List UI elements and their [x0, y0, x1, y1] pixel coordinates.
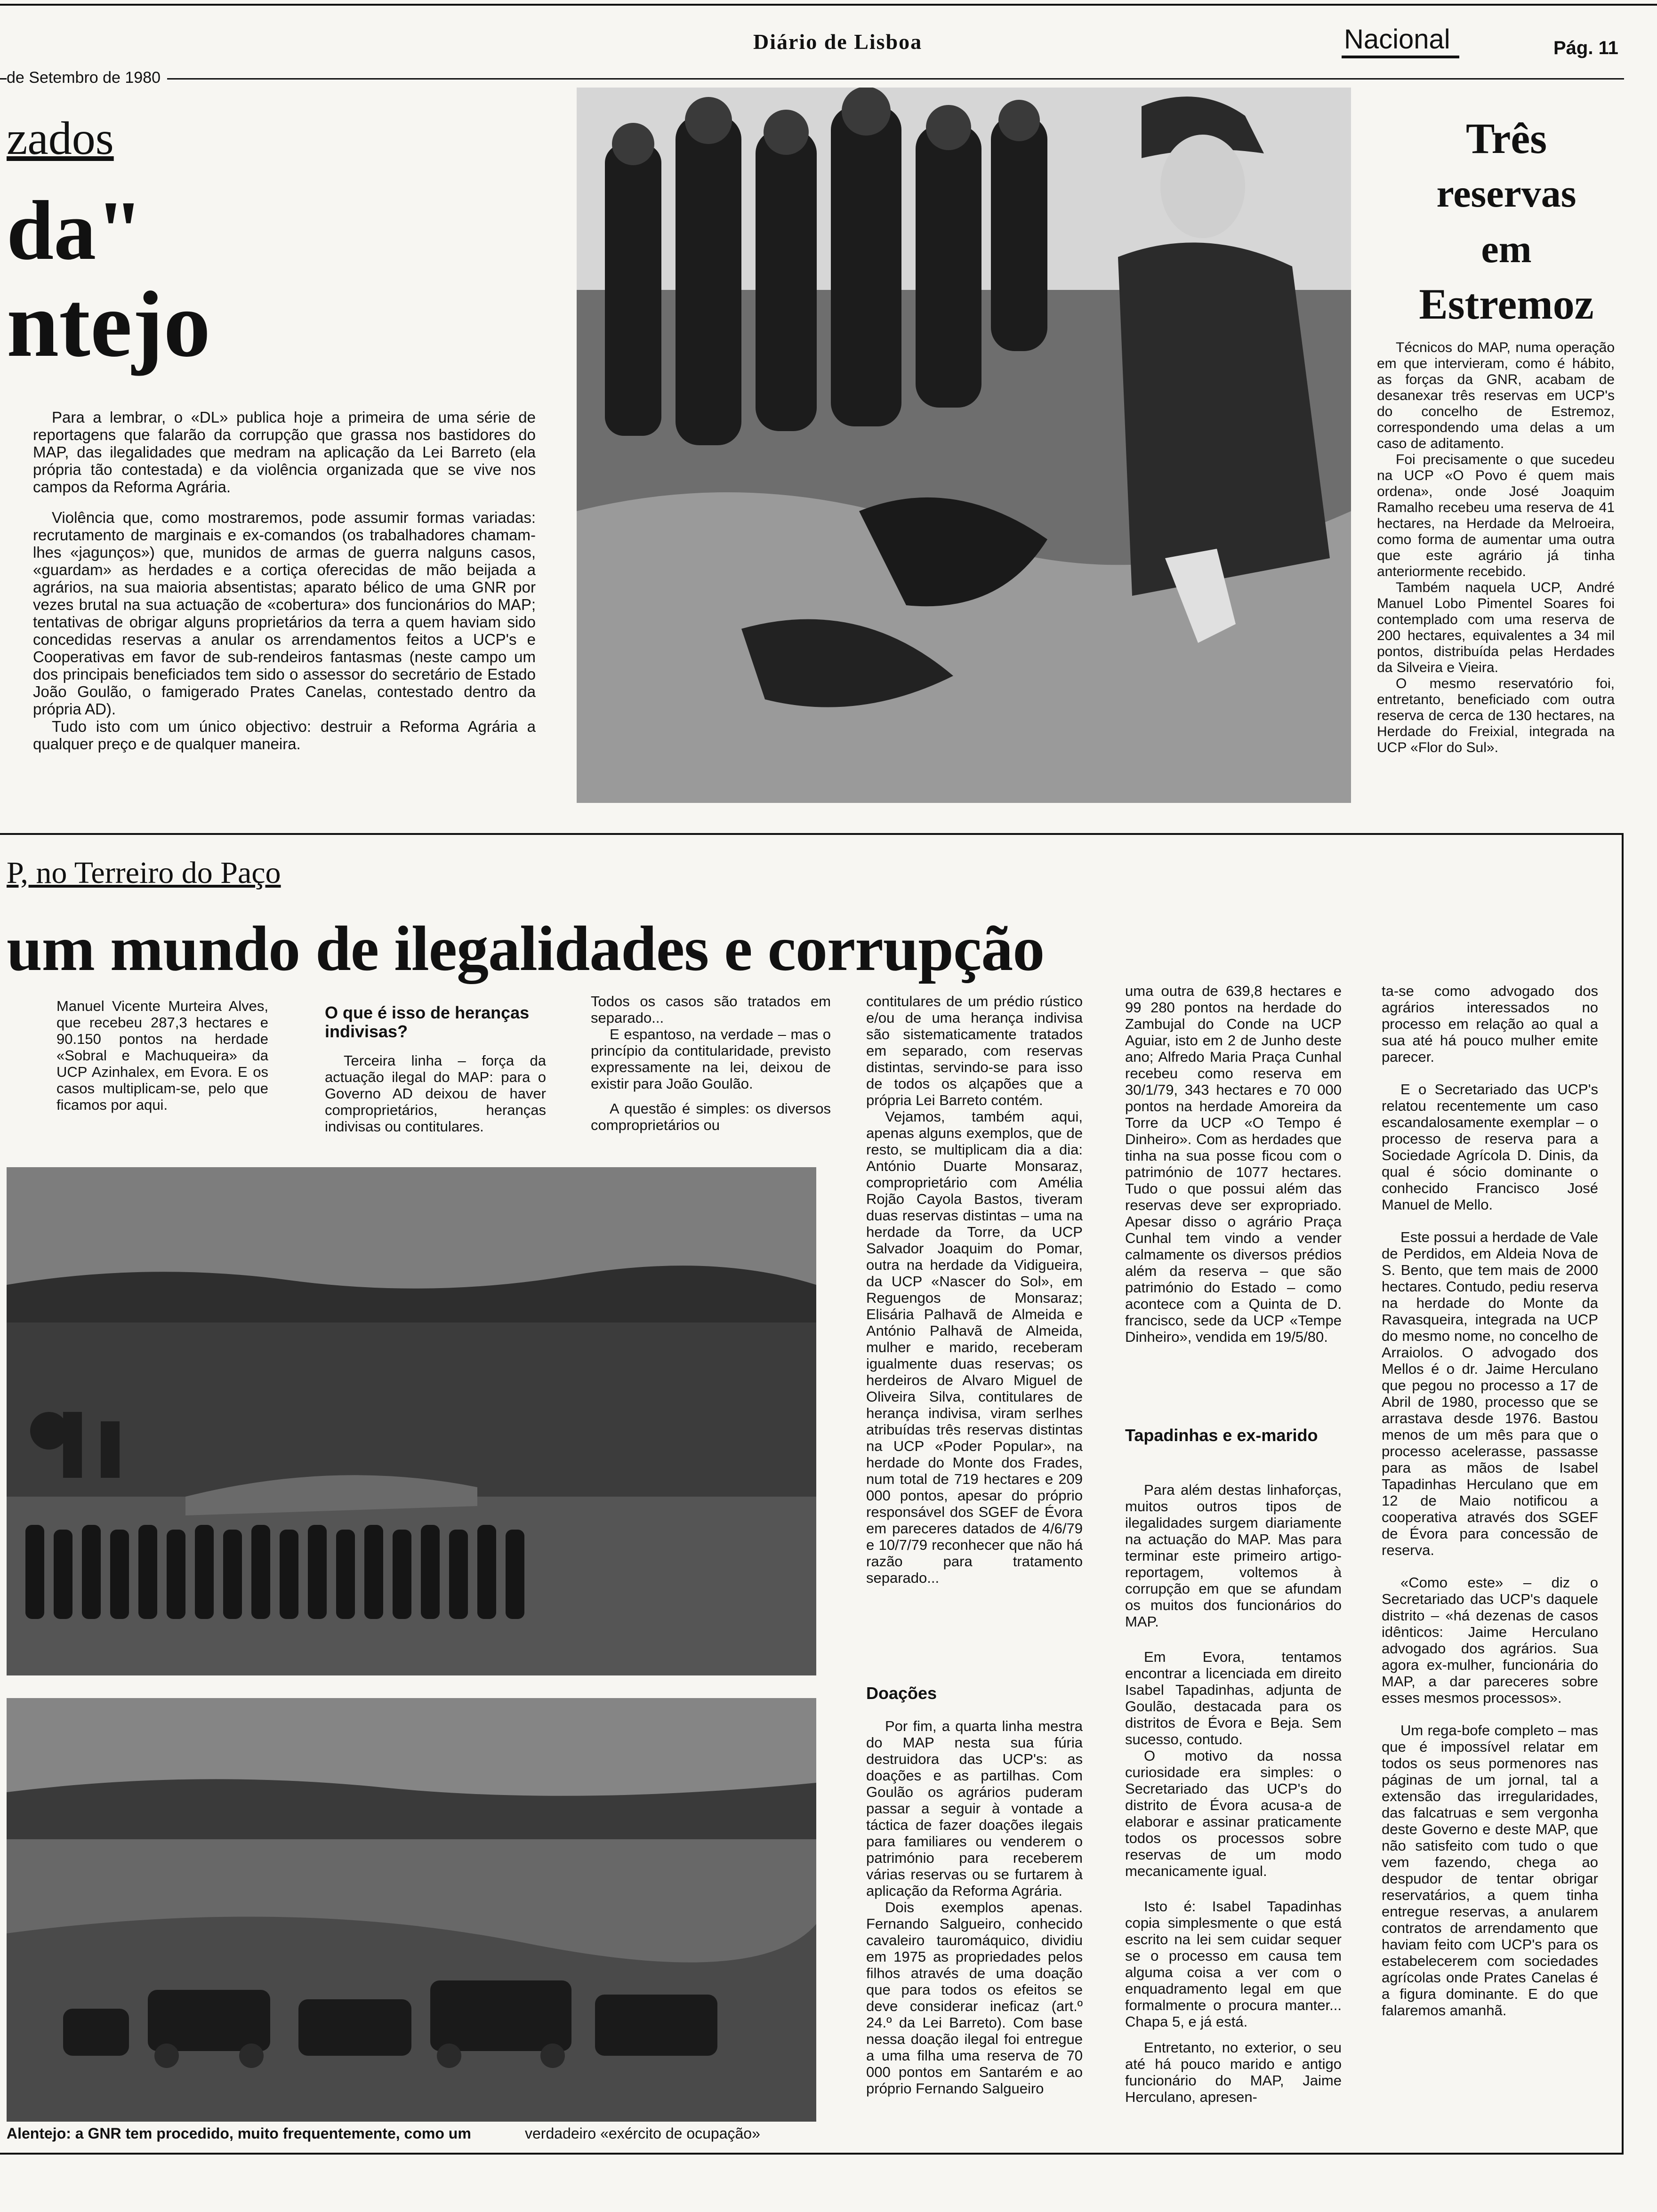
- intro-paragraph: Violência que, como mostraremos, pode assumir formas variadas: recrutamento de marginais e ex-comandos (os trabalhadores chamam-lhes «jagunços») que, munidos de armas de guerra nalguns casos, «guardam» as herdades e a cortiça oferecidas de mão beijada a agrários, na sua maioria absentistas; aparato bélico de uma GNR por vezes brutal na sua actuação de «cobertura» dos funcionários do MAP; tentativas de obrigar alguns proprietários da terra a quem haviam sido concedidas reservas a anular os arrendamentos feitos a UCP's e Cooperativas em favor de sub-rendeiros fantasmas (neste campo um dos principais beneficiados tem sido o assessor do secretário de Estado João Goulão, o famigerado Prates Canelas, contestado dentro da própria AD).: [33, 509, 536, 718]
- photo-caption-right: verdadeiro «exército de ocupação»: [525, 2125, 760, 2142]
- sidebar-text: [1377, 340, 1615, 756]
- newspaper-name: Diário de Lisboa: [753, 30, 923, 54]
- gnr-vehicles-photo: [7, 1698, 816, 2122]
- column-paragraph: Entretanto, no exterior, o seu até há pouco marido e antigo funcionário do MAP, Jaime Herculano, apresen-: [1125, 2039, 1342, 2105]
- column-paragraph: E espantoso, na verdade – mas o princípio da contitularidade, previsto expressamente na lei, deixou de existir para João Goulão.: [591, 1026, 831, 1092]
- column-paragraph: ta-se como advogado dos agrários interessados no processo em relação ao qual a sua até há pouco mulher emite parecer.: [1382, 983, 1598, 1065]
- intro-paragraph: Para a lembrar, o «DL» publica hoje a primeira de uma série de reportagens que falarão da corrupção que grassa nos bastidores do MAP, das ilegalidades que medram na aplicação da Lei Barreto (ela própria tão contestada) e da violência organizada que se vive nos campos da Reforma Agrária.: [33, 409, 536, 496]
- column-paragraph: Um rega-bofe completo – mas que é impossível relatar em todos os seus pormenores nas páginas de um jornal, tal a extensão das irregularidades, das falcatruas e sem vergonha deste Governo e deste MAP, que não satisfeito com tudo o que vem fazendo, chega ao despudor de tentar obrigar reservatários, a quem tinha entregue reservas, a anularem contratos de arrendamento que haviam feito com UCP's para os estabelecerem com sociedades agrícolas onde Prates Canelas é a figura dominante. E do que falaremos amanhã.: [1382, 1722, 1598, 2019]
- column-4-continued: [866, 1718, 1083, 2097]
- column-5-continued: [1125, 1482, 1342, 2105]
- main-kicker: P, no Terreiro do Paço: [7, 856, 281, 890]
- column-1: [56, 998, 268, 1113]
- sidebar-headline-4: Estremoz: [1419, 280, 1594, 328]
- sidebar-headline-1: Três: [1465, 114, 1547, 162]
- column-paragraph: E o Secretariado das UCP's relatou recentemente um caso escandalosamente exemplar – o processo de reserva para a Sociedade Agrícola D. Dinis, da qual é sócio dominante o conhecido Francisco José Manuel de Mello.: [1382, 1081, 1598, 1213]
- column-paragraph: Todos os casos são tratados em separado...: [591, 993, 831, 1026]
- column-2: [325, 1052, 546, 1135]
- sidebar-paragraph: O mesmo reservatório foi, entretanto, beneficiado com outra reserva de cerca de 130 hectares, na Herdade do Freixial, integrada na UCP «Flor do Sul».: [1377, 676, 1615, 755]
- column-paragraph: Vejamos, também aqui, apenas alguns exemplos, que de resto, se multiplicam dia a dia: António Duarte Monsaraz, comproprietário com Amélia Rojão Cayola Bastos, tiveram duas reservas distintas – uma na herdade da Torre, da UCP Salvador Joaquim do Pomar, outra na herdade da Vidigueira, da UCP «Nascer do Sol», em Reguengos de Monsaraz; Elisária Palhavã de Almeida e António Palhavã de Almeida, mulher e marido, receberam igualmente duas reservas; os herdeiros de Alvaro Miguel de Oliveira Silva, contitulares de herança indivisa, viram serlhes atribuídas três reservas distintas na UCP «Poder Popular», na herdade do Monte dos Frades, num total de 719 hectares e 209 000 pontos, apesar do próprio responsável dos SGEF de Évora em pareceres datados de 4/6/79 e 10/7/79 reconhecer que não há razão para tratamento separado...: [866, 1108, 1083, 1586]
- column-paragraph: Este possui a herdade de Vale de Perdidos, em Aldeia Nova de S. Bento, que tem mais de 2000 hectares. Contudo, pediu reserva na herdade do Monte da Ravasqueira, integrada na UCP do mesmo nome, no concelho de Arraiolos. O advogado dos Mellos é o dr. Jaime Herculano que pegou no processo a 17 de Abril de 1980, processo que se arrastava desde 1976. Bastou menos de um mês para que o processo acelerasse, passasse para as mãos de Isabel Tapadinhas Herculano que em 12 de Maio notificou a cooperativa através dos SGEF de Évora para concessão de reserva.: [1382, 1229, 1598, 1558]
- intro-paragraph: Tudo isto com um único objectivo: destruir a Reforma Agrária a qualquer preço e de qualquer maneira.: [33, 718, 536, 753]
- column-3: [591, 993, 831, 1133]
- column-paragraph: uma outra de 639,8 hectares e 99 280 pontos na herdade do Zambujal do Conde na UCP Aguiar, isto em 2 de Junho deste ano; Alfredo Maria Praça Cunhal recebeu como reserva em 30/1/79, 343 hectares e 70 000 pontos na herdade Amoreira da Torre da UCP «O Tempo é Dinheiro». Com as herdades que tinha na sua posse ficou com o património de 1077 hectares. Tudo o que possui além das reservas deve ser expropriado. Apesar disso o agrário Praça Cunhal tem vindo a vender calmamente os diversos prédios além da reserva – que são património do Estado – como acontece com a Quinta de D. francisco, sede da UCP «Tempe Dinheiro», vendida em 19/5/80.: [1125, 983, 1342, 1345]
- intro-text: [33, 409, 536, 753]
- photo-caption-left: Alentejo: a GNR tem procedido, muito frequentemente, como um: [7, 2125, 471, 2142]
- date-line: de Setembro de 1980: [7, 69, 167, 87]
- column-paragraph: Isto é: Isabel Tapadinhas copia simplesmente o que está escrito na lei sem cuidar sequer se o processo em causa tem alguma coisa a ver com o enquadramento legal em que formalmente o procura manter... Chapa 5, e já está.: [1125, 1898, 1342, 2030]
- headline-line-3: ntejo: [7, 272, 211, 377]
- main-headline: um mundo de ilegalidades e corrupção: [7, 914, 1045, 984]
- sidebar-paragraph: Foi precisamente o que sucedeu na UCP «O Povo é quem mais ordena», onde José Joaquim Ramalho recebeu uma reserva de 41 hectares, na Herdade da Melroeira, como forma de aumentar uma outra que este agrário já tinha anteriormente recebido.: [1377, 452, 1615, 579]
- sidebar-paragraph: Técnicos do MAP, numa operação em que intervieram, como é hábito, as forças da GNR, acabam de desanexar três reservas em UCP's do concelho de Estremoz, correspondendo uma delas a um caso de aditamento.: [1377, 340, 1615, 451]
- headline-line-2: da": [7, 184, 144, 277]
- column-paragraph: Dois exemplos apenas. Fernando Salgueiro, conhecido cavaleiro tauromáquico, dividiu em 1975 as propriedades pelos filhos através de uma doação que para todos os efeitos se deve considerar ineficaz (art.º 24.º da Lei Barreto). Com base nessa doação ilegal foi entregue a uma filha uma reserva de 70 000 pontos em Santarém e ao próprio Fernando Salgueiro: [866, 1899, 1083, 2097]
- section-underline: [1342, 56, 1459, 58]
- column-paragraph: Para além destas linhaforças, muitos outros tipos de ilegalidades surgem diariamente na actuação do MAP. Mas para terminar este primeiro artigo-reportagem, voltemos à corrupção em que se afundam os muitos dos funcionários do MAP.: [1125, 1482, 1342, 1630]
- column-6: [1382, 983, 1598, 2019]
- sidebar-headline-2: reservas: [1436, 172, 1577, 216]
- column-paragraph: Em Evora, tentamos encontrar a licenciada em direito Isabel Tapadinhas, adjunta de Goulão, destacada para os distritos de Évora e Beja. Sem sucesso, contudo.: [1125, 1649, 1342, 1747]
- subhead-doacoes: Doações: [866, 1683, 937, 1703]
- column-paragraph: «Como este» – diz o Secretariado das UCP's daquele distrito – «há dezenas de casos idênticos: Jaime Herculano advogado dos agrários. Sua agora ex-mulher, funcionária do MAP, a dar pareceres sobre esses mesmos processos».: [1382, 1574, 1598, 1706]
- protest-photo: [577, 88, 1351, 803]
- page-number: Pág. 11: [1553, 38, 1618, 58]
- top-border: [0, 4, 1657, 6]
- column-paragraph: Terceira linha – força da actuação ilegal do MAP: para o Governo AD deixou de haver comproprietários, heranças indivisas ou contitulares.: [325, 1052, 546, 1135]
- section-name: Nacional: [1344, 24, 1450, 55]
- column-paragraph: A questão é simples: os diversos comproprietários ou: [591, 1100, 831, 1133]
- column-paragraph: contitulares de um prédio rústico e/ou de uma herança indivisa são sistematicamente tratados em separado, com reservas distintas, servindo-se para isso de todos os alçapões que a própria Lei Barreto contém.: [866, 993, 1083, 1108]
- gnr-troops-photo: [7, 1167, 816, 1675]
- subhead-tapadinhas: Tapadinhas e ex-marido: [1125, 1426, 1318, 1445]
- column-paragraph: Manuel Vicente Murteira Alves, que recebeu 287,3 hectares e 90.150 pontos na herdade «Sobral e Machuqueira» da UCP Azinhalex, em Evora. E os casos multiplicam-se, pelo que ficamos por aqui.: [56, 998, 268, 1113]
- column-5: [1125, 983, 1342, 1345]
- column-paragraph: Por fim, a quarta linha mestra do MAP nesta sua fúria destruidora das UCP's: as doações e as partilhas. Com Goulão os agrários puderam passar a seguir à vontade a táctica de fazer doações ilegais para familiares ou venderem o património para receberem várias reservas ou se furtarem à aplicação da Reforma Agrária.: [866, 1718, 1083, 1899]
- column-4: [866, 993, 1083, 1586]
- column-paragraph: O motivo da nossa curiosidade era simples: o Secretariado das UCP's do distrito de Évora acusa-a de elaborar e assinar praticamente todos os processos sobre reservas de um modo mecanicamente igual.: [1125, 1747, 1342, 1879]
- headline-kicker: zados: [7, 112, 114, 164]
- sidebar-paragraph: Também naquela UCP, André Manuel Lobo Pimentel Soares foi contemplado com uma reserva de 200 hectares, equivalentes a 34 mil pontos, distribuída pelas Herdades da Silveira e Vieira.: [1377, 580, 1615, 675]
- subhead-herancas: O que é isso de heranças indivisas?: [325, 1003, 530, 1041]
- date-rule: [0, 78, 1624, 80]
- sidebar-headline-3: em: [1481, 227, 1532, 271]
